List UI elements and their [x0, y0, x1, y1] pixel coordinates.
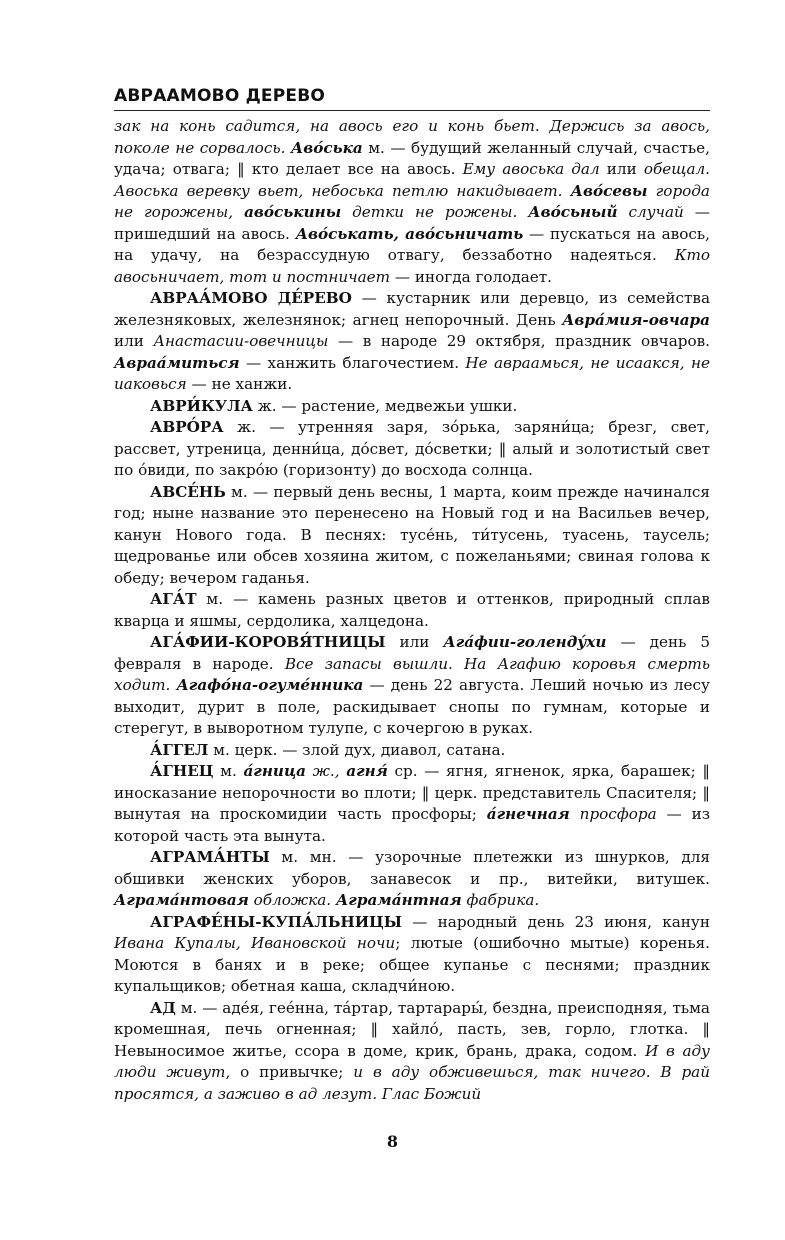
italic-text: Кто авосьничает, тот и постничает [114, 246, 710, 286]
entry-text: — пускаться на авось, на удачу, на безрассудную отвагу, беззаботно надеяться. [114, 224, 710, 264]
entry-text: — день 5 февраля в народе. [114, 633, 710, 673]
entry-text: — из которой часть эта вынута. [114, 805, 711, 845]
running-head: АВРААМОВО ДЕРЕВО [114, 86, 710, 111]
italic-text: И в аду люди живут [114, 1041, 710, 1081]
italic-text: случай [617, 203, 684, 221]
entry-text: м. — аде́я, гее́нна, та́ртар, тартарары́, бездна, преисподняя, тьма кромешная, печь огненная; ‖ хайло́, пасть, зев, горло, глотка. ‖ Невыносимое житье, ссора в доме, крик, брань, драка, содом. [114, 998, 710, 1060]
derived-word: аво́ськины [244, 203, 342, 221]
entry-text: — пришедший на авось. [114, 203, 710, 243]
dictionary-entry [114, 761, 710, 847]
derived-word: Ага́фии-голенду́хи [443, 633, 607, 651]
dictionary-entry [114, 632, 710, 740]
derived-word: Агафо́на-огуме́нника [176, 676, 364, 694]
italic-text: Все запасы вышли. На Агафию коровья смерть ходит. [114, 654, 710, 694]
entry-text: ж. — растение, медвежьи ушки. [252, 396, 518, 415]
entry-text: м. — будущий желанный случай, счастье, удача; отвага; ‖ кто делает все на авось. [114, 138, 710, 178]
entry-text: м. церк. — злой дух, диавол, сатана. [208, 740, 506, 759]
headword: АВРИ́КУЛА [150, 396, 253, 415]
entry-text: или [114, 332, 154, 350]
headword: АГРАМА́НТЫ [150, 848, 270, 866]
dictionary-entry [114, 998, 710, 1106]
derived-word: а́гнечная [486, 805, 570, 823]
dictionary-entry [114, 396, 710, 418]
italic-text: просфора [569, 805, 657, 823]
derived-word: Аво́севы [570, 181, 648, 200]
dictionary-entry [114, 589, 710, 632]
italic-text: зак на конь садится, на авось его и конь бьет. Держись за авось, поколе не сорвалось. [114, 117, 710, 157]
italic-text: детки не рожены. [341, 203, 529, 221]
italic-text: Анастасии-овечницы [153, 332, 329, 350]
italic-text: города не горожены, [114, 181, 710, 221]
dictionary-entry [114, 482, 710, 590]
entry-text: — день 22 августа. Леший ночью из лесу выходит, дурит в поле, раскидывает снопы по гумнам, которые и стерегут, в выворотном тулупе, с кочергою в руках. [114, 676, 710, 737]
headword: АГА́Т [150, 590, 197, 608]
derived-word: Авра́мия-овчара [562, 310, 710, 329]
dictionary-text [114, 116, 710, 1105]
derived-word: Аво́ська [290, 138, 363, 157]
dictionary-entry [114, 417, 710, 482]
derived-word: Аво́сьный [528, 203, 618, 221]
derived-word: Аграма́нтовая [114, 891, 249, 909]
derived-word: Аво́ськать, аво́сьничать [295, 224, 524, 243]
entry-text: ; лютые (ошибочно мытые) коренья. Моются в банях и в реке; общее купанье с песнями; праздник купальщиков; обетная каша, складчи́ною. [114, 934, 710, 995]
entry-continuation [114, 116, 710, 288]
entry-text: м. мн. — узорочные плетежки из шнурков, для обшивки женских уборов, занавесок и пр., витейки, витушек. [114, 848, 710, 888]
entry-text: — кустарник или деревцо, из семейства железняковых, железнянок; агнец непорочный. День [114, 289, 710, 329]
dictionary-entry [114, 912, 710, 998]
headword: А́ГГЕЛ [150, 740, 209, 759]
derived-word: а́гница [243, 762, 306, 780]
italic-text: обложка. [248, 891, 336, 909]
dictionary-entry [114, 847, 710, 912]
entry-text: — ханжить благочестием. [239, 353, 466, 372]
entry-text: — народный день 23 июня, канун [401, 912, 710, 931]
page-number: 8 [386, 1132, 399, 1151]
entry-text: ср. — ягня, ягненок, ярка, барашек; ‖ иносказание непорочности во плоти; ‖ церк. представитель Спасителя; ‖ вынутая на проскомидии часть просфоры; [114, 762, 711, 823]
headword: АВСЕ́НЬ [150, 482, 226, 501]
dictionary-entry [114, 740, 710, 762]
headword: АГА́ФИИ-КОРОВЯ́ТНИЦЫ [150, 633, 386, 651]
entry-text: , о привычке; [225, 1063, 354, 1081]
italic-text: ж., [306, 762, 347, 780]
derived-word: агня́ [346, 762, 388, 780]
entry-text: или [385, 633, 444, 651]
italic-text: Ему авоська дал [462, 160, 600, 178]
entry-text: м. — первый день весны, 1 марта, коим прежде начинался год; ныне название это перенесено на Новый год и на Васильев вечер, канун Нового года. В песнях: тусе́нь, ти́тусень, туасень, таусель; щедрованье или обсев хозяина житом, с пожеланьями; свиная голова к обеду; вечером гаданья. [114, 482, 710, 587]
italic-text: фабрика. [461, 891, 540, 909]
headword: АГРАФЕ́НЫ-КУПА́ЛЬНИЦЫ [150, 912, 402, 931]
italic-text: Ивана Купалы, Ивановской ночи [114, 934, 396, 952]
entry-text: м. — камень разных цветов и оттенков, природный сплав кварца и яшмы, сердолика, халцедона. [114, 590, 710, 630]
entry-text: или [599, 160, 644, 178]
headword: АВРАА́МОВО ДЕ́РЕВО [150, 289, 352, 307]
italic-text: обещал. Авоська веревку вьет, небоська петлю накидывает. [114, 160, 710, 200]
headword: АД [150, 998, 176, 1017]
dictionary-entry [114, 288, 710, 396]
headword: АВРО́РА [150, 418, 224, 436]
italic-text: и в аду обживешься, так ничего. В рай просятся, а заживо в ад лезут. Глас Божий [114, 1063, 711, 1103]
derived-word: Авраа́миться [114, 353, 240, 372]
entry-text: ж. — утренняя заря, зо́рька, заряни́ца; брезг, свет, рассвет, утреница, денни́ца, до́свет, до́светки; ‖ алый и золотистый свет по о́види, по закро́ю (горизонту) до восхода солнца. [114, 418, 710, 479]
entry-text: — в народе 29 октября, праздник овчаров. [328, 332, 710, 350]
italic-text: Не авраамься, не исаакся, не иаковься [114, 353, 710, 393]
entry-text: — не ханжи. [186, 375, 293, 393]
headword: А́ГНЕЦ [150, 762, 214, 780]
entry-text: — иногда голодает. [390, 267, 552, 286]
entry-text: м. [213, 762, 244, 780]
derived-word: Аграма́нтная [335, 891, 462, 909]
